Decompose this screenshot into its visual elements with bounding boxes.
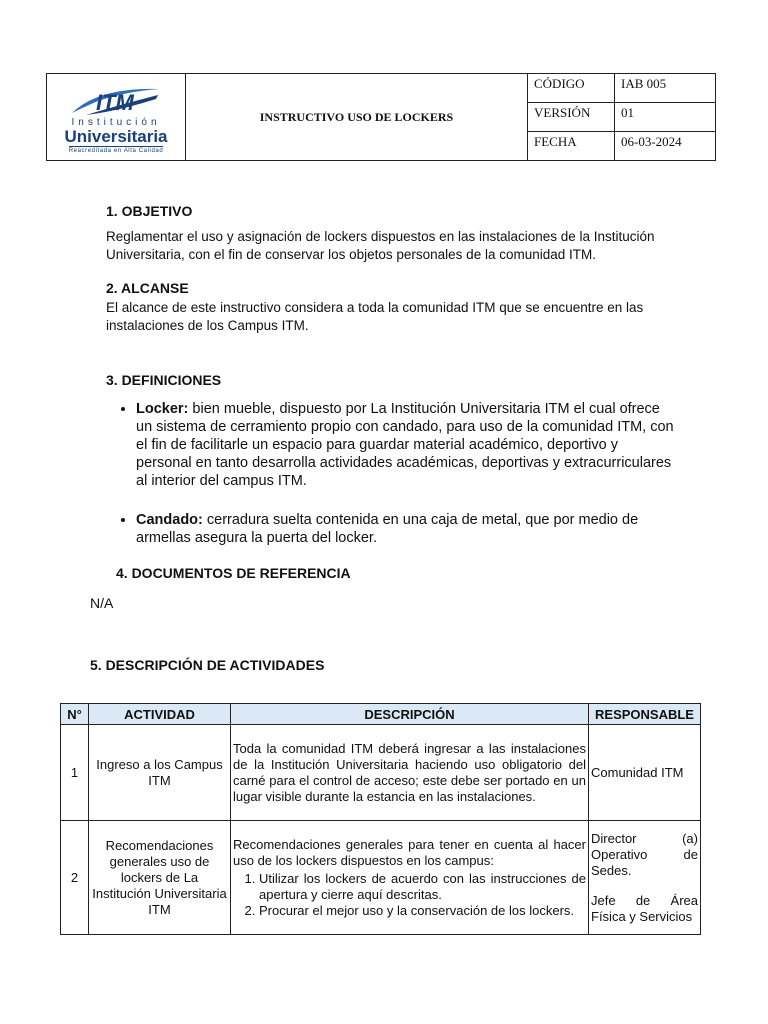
logo-line-1: Institución — [71, 116, 161, 128]
cell-numero: 2 — [61, 821, 89, 935]
cell-numero: 1 — [61, 725, 89, 821]
meta-row-fecha — [528, 132, 715, 160]
definition-text: cerradura suelta contenida en una caja de metal, que por medio de armellas asegura la puerta del locker. — [136, 512, 639, 546]
objetivo-text: Reglamentar el uso y asignación de lockers dispuestos en las instalaciones de la Institución Universitaria, con el fin de conservar los objetos personales de la comunidad ITM. — [106, 229, 655, 262]
responsable-1: Director (a) Operativo de Sedes. — [591, 830, 698, 878]
meta-row-version — [528, 103, 715, 132]
definition-term: Candado: — [136, 512, 203, 528]
logo-line-3: Reacreditada en Alta Calidad — [68, 147, 164, 154]
table-header-row — [61, 704, 701, 725]
definitions-list — [110, 400, 676, 490]
documentos-text: N/A — [90, 595, 114, 611]
step-item: 2. Procurar el mejor uso y la conservación de los lockers. — [259, 903, 586, 919]
definition-text: bien mueble, dispuesto por La Institución Universitaria ITM el cual ofrece un sistema de cerramiento propio con candado, para uso de la comunidad ITM, con el fin de facilitarle un espacio para guardar material académico, deportivo y personal en tanto desarrolla actividades académicas, deportivas y extracurriculares al interior del campus ITM. — [136, 401, 674, 489]
header-actividad: ACTIVIDAD — [89, 704, 231, 725]
itm-logo-mark-icon — [68, 83, 164, 119]
document-header — [46, 73, 716, 161]
section-title-actividades: 5. DESCRIPCIÓN DE ACTIVIDADES — [90, 657, 325, 673]
definitions-list-2 — [110, 511, 676, 547]
steps-list — [233, 871, 586, 919]
meta-value: IAB 005 — [621, 76, 667, 91]
svg-text:ITM: ITM — [96, 89, 134, 115]
table-row — [61, 821, 701, 935]
definition-term: Locker: — [136, 401, 189, 417]
section-title-definiciones: 3. DEFINICIONES — [106, 372, 222, 388]
meta-value: 06-03-2024 — [621, 134, 682, 149]
section-title-alcance: 2. ALCANSE — [106, 280, 189, 296]
cell-responsable: Comunidad ITM — [589, 725, 701, 821]
header-numero: N° — [61, 704, 89, 725]
cell-actividad: Recomendaciones generales uso de lockers de La Institución Universitaria ITM — [89, 821, 231, 935]
meta-row-codigo — [528, 74, 715, 103]
document-title: INSTRUCTIVO USO DE LOCKERS — [186, 74, 528, 160]
itm-logo — [47, 74, 186, 160]
table-row — [61, 725, 701, 821]
cell-descripcion: Toda la comunidad ITM deberá ingresar a las instalaciones de la Institución Universitaria haciendo uso obligatorio del carné para el control de acceso; este debe ser portado en un lugar visible durante la estancia en las instalaciones. — [231, 725, 589, 821]
document-meta — [528, 74, 715, 160]
meta-label: CÓDIGO — [528, 74, 615, 102]
meta-label: FECHA — [528, 132, 615, 160]
section-title-objetivo: 1. OBJETIVO — [106, 203, 193, 219]
descripcion-intro: Recomendaciones generales para tener en cuenta al hacer uso de los lockers dispuestos en los campus: — [233, 836, 586, 868]
header-responsable: RESPONSABLE — [589, 704, 701, 725]
alcance-text: El alcance de este instructivo considera a toda la comunidad ITM que se encuentre en las instalaciones de los Campus ITM. — [106, 300, 644, 333]
header-descripcion: DESCRIPCIÓN — [231, 704, 589, 725]
logo-line-2: Universitaria — [64, 126, 168, 146]
definition-item-candado — [136, 511, 676, 547]
section-title-documentos: 4. DOCUMENTOS DE REFERENCIA — [116, 565, 351, 581]
responsable-2: Jefe de Área Física y Servicios — [591, 892, 698, 924]
cell-descripcion — [231, 821, 589, 935]
meta-value: 01 — [621, 105, 634, 120]
definition-item-locker — [136, 400, 676, 490]
step-item: 1. Utilizar los lockers de acuerdo con las instrucciones de apertura y cierre aquí descritas. — [259, 871, 586, 903]
meta-label: VERSIÓN — [528, 103, 615, 131]
activities-table — [60, 703, 701, 935]
cell-actividad: Ingreso a los Campus ITM — [89, 725, 231, 821]
cell-responsable — [589, 821, 701, 935]
